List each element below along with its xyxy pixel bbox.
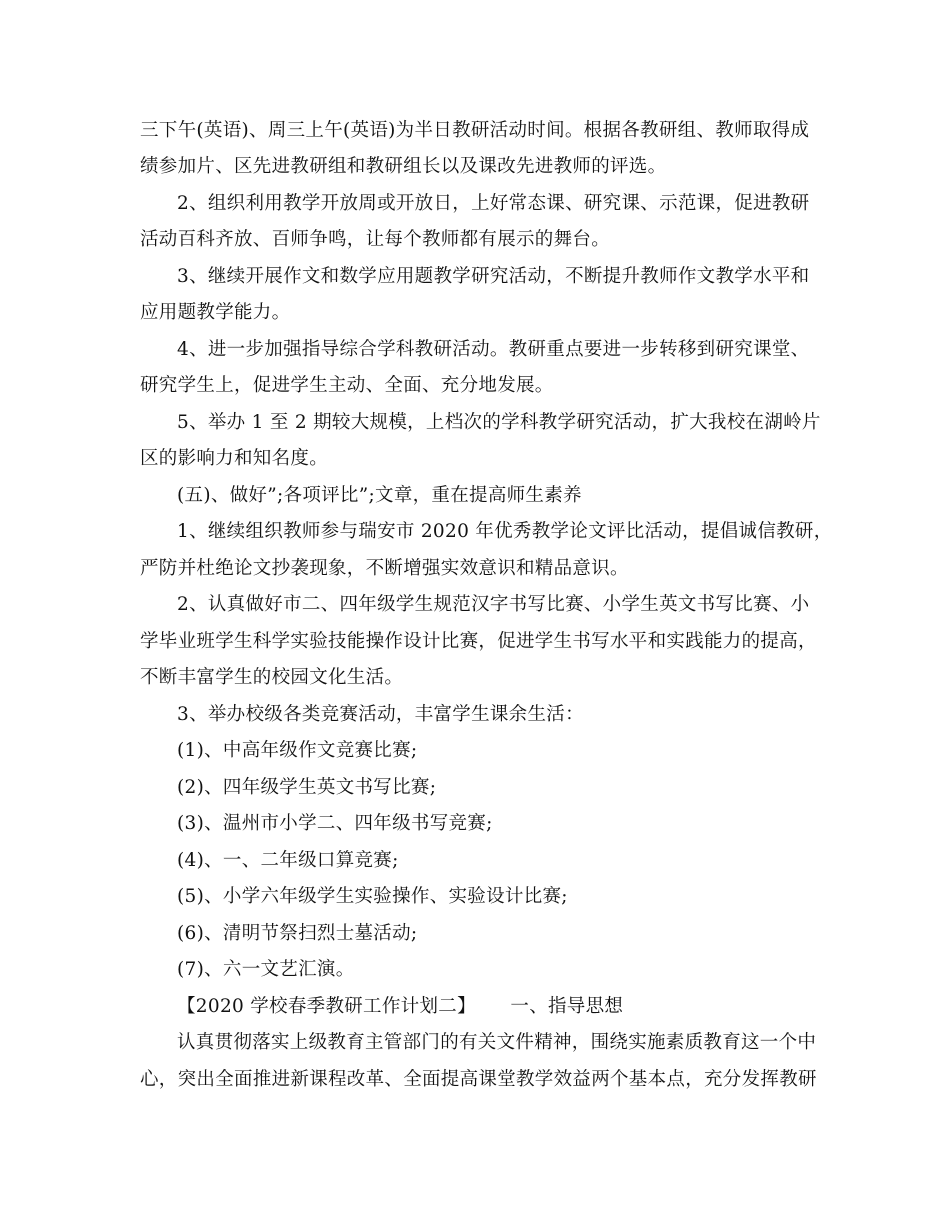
list-item: (4)、一、二年级口算竞赛; (177, 850, 399, 871)
text-line: 4、进一步加强指导综合学科教研活动。教研重点要进一步转移到研究课堂、 (177, 339, 810, 360)
list-item: (3)、温州市小学二、四年级书写竞赛; (177, 813, 493, 834)
list-item: (1)、中高年级作文竞赛比赛; (177, 740, 418, 761)
list-item: (5)、小学六年级学生实验操作、实验设计比赛; (177, 886, 568, 907)
text-line: 2、组织利用教学开放周或开放日，上好常态课、研究课、示范课，促进教研 (177, 193, 810, 214)
list-item: (6)、清明节祭扫烈士墓活动; (177, 923, 418, 944)
section-heading: 【2020 学校春季教研工作计划二】 一、指导思想 (177, 996, 624, 1017)
text-line: 应用题教学能力。 (140, 302, 291, 323)
text-line: 5、举办 1 至 2 期较大规模，上档次的学科教学研究活动，扩大我校在湖岭片 (177, 412, 821, 433)
section-heading: (五)、做好”;各项评比”;文章，重在提高师生素养 (177, 485, 582, 506)
list-item: (2)、四年级学生英文书写比赛; (177, 777, 437, 798)
text-line: 区的影响力和知名度。 (140, 448, 329, 469)
text-line: 不断丰富学生的校园文化生活。 (140, 667, 404, 688)
text-line: 1、继续组织教师参与瑞安市 2020 年优秀教学论文评比活动，提倡诚信教研， (177, 521, 833, 542)
text-line: 心，突出全面推进新课程改革、全面提高课堂教学效益两个基本点，充分发挥教研 (140, 1069, 817, 1090)
text-line: 2、认真做好市二、四年级学生规范汉字书写比赛、小学生英文书写比赛、小 (177, 594, 810, 615)
text-line: 三下午(英语)、周三上午(英语)为半日教研活动时间。根据各教研组、教师取得成 (140, 120, 810, 141)
text-line: 3、继续开展作文和数学应用题教学研究活动，不断提升教师作文教学水平和 (177, 266, 810, 287)
text-line: 研究学生上，促进学生主动、全面、充分地发展。 (140, 375, 554, 396)
list-item: (7)、六一文艺汇演。 (177, 959, 355, 980)
text-line: 认真贯彻落实上级教育主管部门的有关文件精神，围绕实施素质教育这一个中 (177, 1032, 817, 1053)
text-line: 3、举办校级各类竞赛活动，丰富学生课余生活： (177, 704, 584, 725)
text-line: 活动百科齐放、百师争鸣，让每个教师都有展示的舞台。 (140, 229, 611, 250)
text-line: 严防并杜绝论文抄袭现象，不断增强实效意识和精品意识。 (140, 558, 629, 579)
text-line: 绩参加片、区先进教研组和教研组长以及课改先进教师的评选。 (140, 156, 667, 177)
text-line: 学毕业班学生科学实验技能操作设计比赛，促进学生书写水平和实践能力的提高， (140, 631, 817, 652)
